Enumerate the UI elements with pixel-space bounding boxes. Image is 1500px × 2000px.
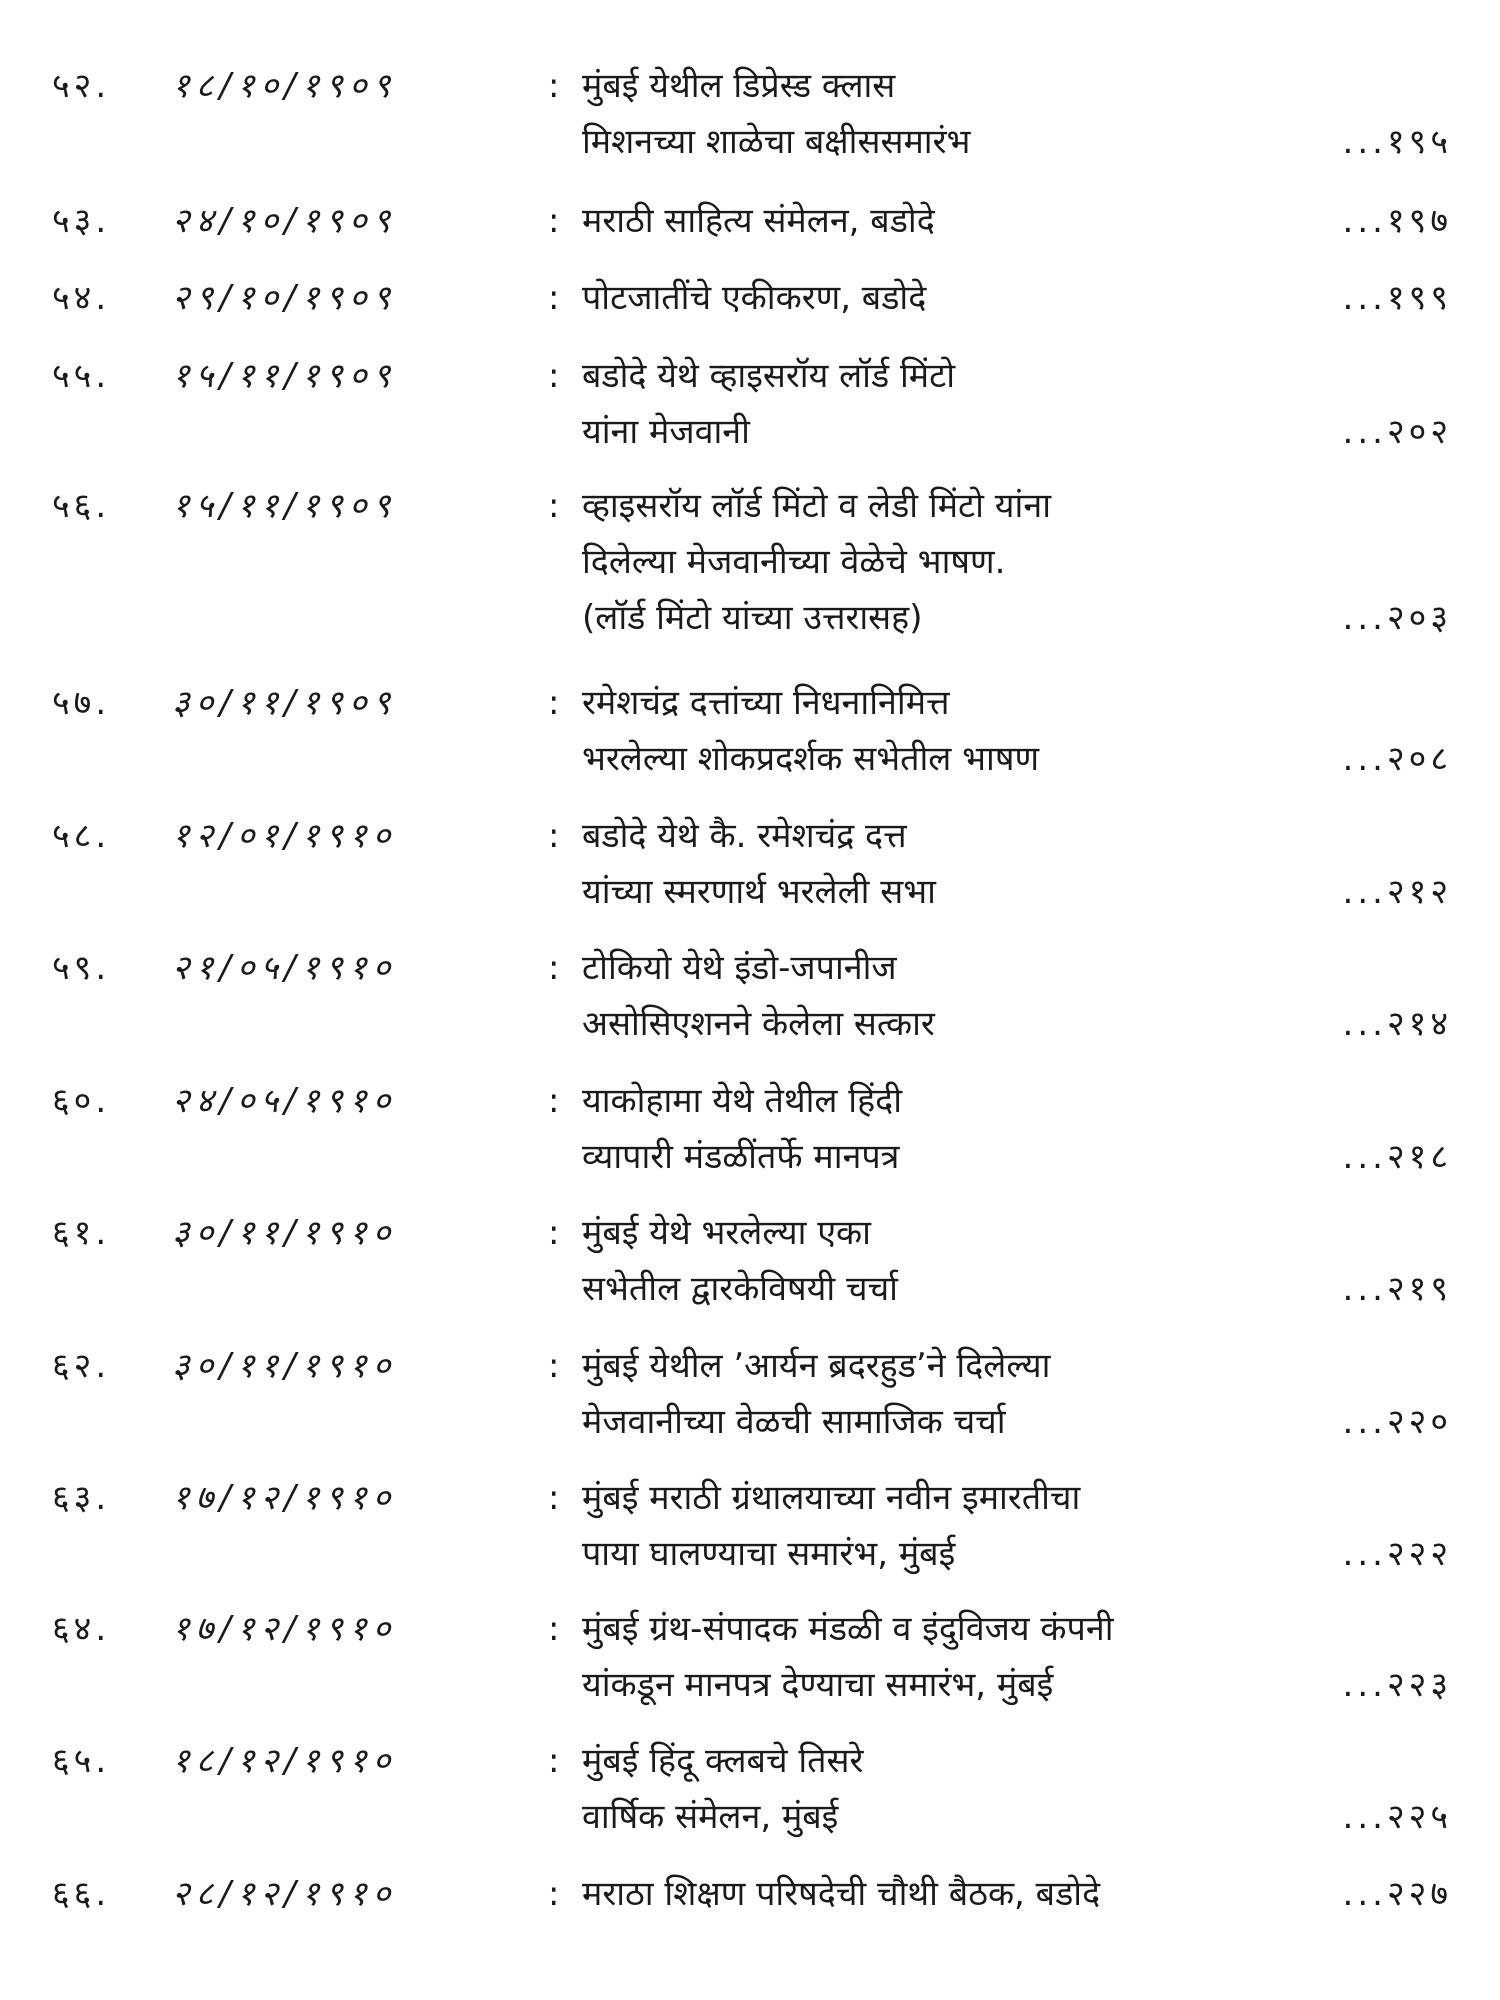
toc-entry — [0, 675, 1500, 787]
entry-date: २९/१०/१९०९ — [172, 278, 397, 318]
entry-colon: : — [548, 66, 560, 106]
entry-title-line: मुंबई येथे भरलेल्या एका — [582, 1213, 871, 1253]
entry-number: ५३. — [52, 201, 111, 241]
entry-colon: : — [548, 1609, 560, 1649]
entry-number: ६३. — [52, 1478, 111, 1518]
entry-page-number: ...२१८ — [1342, 1137, 1452, 1177]
entry-colon: : — [548, 1346, 560, 1386]
entry-title — [582, 940, 1302, 1052]
toc-entry — [0, 270, 1500, 326]
entry-title-line: मराठी साहित्य संमेलन, बडोदे — [582, 201, 935, 241]
entry-page-number: ...२०२ — [1342, 412, 1452, 452]
entry-title — [582, 58, 1302, 170]
entry-title-line: यांकडून मानपत्र देण्याचा समारंभ, मुंबई — [582, 1665, 1054, 1705]
entry-title — [582, 675, 1302, 787]
entry-date: २४/१०/१९०९ — [172, 201, 397, 241]
entry-title-line: व्यापारी मंडळींतर्फे मानपत्र — [582, 1137, 900, 1177]
entry-colon: : — [548, 948, 560, 988]
entry-date: १७/१२/१९१० — [172, 1609, 397, 1649]
entry-colon: : — [548, 1478, 560, 1518]
entry-title-line: बडोदे येथे कै. रमेशचंद्र दत्त — [582, 816, 907, 856]
entry-title-line: मुंबई मराठी ग्रंथालयाच्या नवीन इमारतीचा — [582, 1478, 1081, 1518]
entry-title-line: मुंबई येथील डिप्रेस्ड क्लास — [582, 66, 896, 106]
toc-entry — [0, 1205, 1500, 1317]
entry-date: ३०/११/१९१० — [172, 1346, 397, 1386]
entry-colon: : — [548, 816, 560, 856]
entry-title-line: मुंबई येथील ’आर्यन ब्रदरहुड’ने दिलेल्या — [582, 1346, 1051, 1386]
entry-page-number: ...२२२ — [1342, 1534, 1452, 1574]
entry-number: ५७. — [52, 683, 111, 723]
entry-number: ६४. — [52, 1609, 111, 1649]
entry-title-line: रमेशचंद्र दत्तांच्या निधनानिमित्त — [582, 683, 950, 723]
entry-date: १५/११/१९०९ — [172, 486, 397, 526]
entry-number: ५८. — [52, 816, 111, 856]
entry-title-line: भरलेल्या शोकप्रदर्शक सभेतील भाषण — [582, 739, 1040, 779]
entry-page-number: ...२१४ — [1342, 1004, 1452, 1044]
entry-title — [582, 1338, 1302, 1450]
entry-title-line: मुंबई हिंदू क्लबचे तिसरे — [582, 1741, 864, 1781]
entry-page-number: ...२२५ — [1342, 1797, 1452, 1837]
entry-date: १७/१२/१९१० — [172, 1478, 397, 1518]
entry-number: ५९. — [52, 948, 111, 988]
toc-entry — [0, 1338, 1500, 1450]
entry-colon: : — [548, 1741, 560, 1781]
toc-entry — [0, 1470, 1500, 1582]
entry-number: ६५. — [52, 1741, 111, 1781]
entry-number: ६०. — [52, 1081, 111, 1121]
entry-page-number: ...१९९ — [1342, 278, 1452, 318]
entry-title — [582, 270, 1302, 326]
entry-title-line: टोकियो येथे इंडो-जपानीज — [582, 948, 897, 988]
entry-title-line: व्हाइसरॉय लॉर्ड मिंटो व लेडी मिंटो यांना — [582, 486, 1052, 526]
entry-title-line: पाया घालण्याचा समारंभ, मुंबई — [582, 1534, 956, 1574]
entry-title-line: मेजवानीच्या वेळची सामाजिक चर्चा — [582, 1402, 1006, 1442]
entry-colon: : — [548, 201, 560, 241]
entry-number: ५६. — [52, 486, 111, 526]
entry-title-line: असोसिएशनने केलेला सत्कार — [582, 1004, 935, 1044]
toc-entry — [0, 1733, 1500, 1845]
entry-title-line: बडोदे येथे व्हाइसरॉय लॉर्ड मिंटो — [582, 356, 956, 396]
entry-title-line: दिलेल्या मेजवानीच्या वेळेचे भाषण. — [582, 542, 1006, 582]
entry-page-number: ...२१९ — [1342, 1269, 1452, 1309]
entry-number: ६६. — [52, 1874, 111, 1914]
entry-colon: : — [548, 356, 560, 396]
entry-page-number: ...१९७ — [1342, 201, 1452, 241]
entry-number: ६२. — [52, 1346, 111, 1386]
entry-title-line: याकोहामा येथे तेथील हिंदी — [582, 1081, 902, 1121]
toc-entry — [0, 940, 1500, 1052]
entry-date: ३०/११/१९०९ — [172, 683, 397, 723]
entry-date: १८/१०/१९०९ — [172, 66, 397, 106]
entry-title-line: पोटजातींचे एकीकरण, बडोदे — [582, 278, 927, 318]
entry-page-number: ...२०३ — [1342, 598, 1452, 638]
entry-colon: : — [548, 683, 560, 723]
toc-entry — [0, 58, 1500, 170]
entry-title — [582, 1601, 1302, 1713]
entry-colon: : — [548, 1874, 560, 1914]
entry-title-line: वार्षिक संमेलन, मुंबई — [582, 1797, 839, 1837]
entry-title-line: यांच्या स्मरणार्थ भरलेली सभा — [582, 872, 936, 912]
entry-date: ३०/११/१९१० — [172, 1213, 397, 1253]
entry-title-line: (लॉर्ड मिंटो यांच्या उत्तरासह) — [582, 598, 923, 638]
entry-title-line: मिशनच्या शाळेचा बक्षीससमारंभ — [582, 122, 971, 162]
toc-entry — [0, 193, 1500, 249]
toc-entry — [0, 808, 1500, 920]
toc-entry — [0, 1866, 1500, 1922]
entry-date: २१/०५/१९१० — [172, 948, 397, 988]
entry-date: १५/११/१९०९ — [172, 356, 397, 396]
entry-title-line: मराठा शिक्षण परिषदेची चौथी बैठक, बडोदे — [582, 1874, 1101, 1914]
entry-number: ५४. — [52, 278, 111, 318]
entry-title — [582, 1733, 1302, 1845]
entry-title — [582, 1866, 1302, 1922]
entry-colon: : — [548, 1081, 560, 1121]
entry-title-line: यांना मेजवानी — [582, 412, 750, 452]
toc-entry — [0, 348, 1500, 460]
entry-number: ५५. — [52, 356, 111, 396]
entry-date: १२/०१/१९१० — [172, 816, 397, 856]
toc-entry — [0, 478, 1500, 646]
entry-page-number: ...२२० — [1342, 1402, 1452, 1442]
entry-title — [582, 808, 1302, 920]
entry-date: २८/१२/१९१० — [172, 1874, 397, 1914]
entry-page-number: ...२२७ — [1342, 1874, 1452, 1914]
entry-page-number: ...२१२ — [1342, 872, 1452, 912]
entry-page-number: ...१९५ — [1342, 122, 1452, 162]
entry-title — [582, 348, 1302, 460]
entry-number: ५२. — [52, 66, 111, 106]
entry-title — [582, 193, 1302, 249]
toc-entry — [0, 1601, 1500, 1713]
entry-date: २४/०५/१९१० — [172, 1081, 397, 1121]
entry-title — [582, 1205, 1302, 1317]
entry-colon: : — [548, 278, 560, 318]
entry-date: १८/१२/१९१० — [172, 1741, 397, 1781]
toc-entry — [0, 1073, 1500, 1185]
entry-colon: : — [548, 486, 560, 526]
entry-title-line: मुंबई ग्रंथ-संपादक मंडळी व इंदुविजय कंपनी — [582, 1609, 1114, 1649]
entry-page-number: ...२२३ — [1342, 1665, 1452, 1705]
entry-title-line: सभेतील द्वारकेविषयी चर्चा — [582, 1269, 898, 1309]
entry-title — [582, 478, 1302, 646]
entry-title — [582, 1073, 1302, 1185]
entry-number: ६१. — [52, 1213, 111, 1253]
entry-page-number: ...२०८ — [1342, 739, 1452, 779]
entry-colon: : — [548, 1213, 560, 1253]
entry-title — [582, 1470, 1302, 1582]
